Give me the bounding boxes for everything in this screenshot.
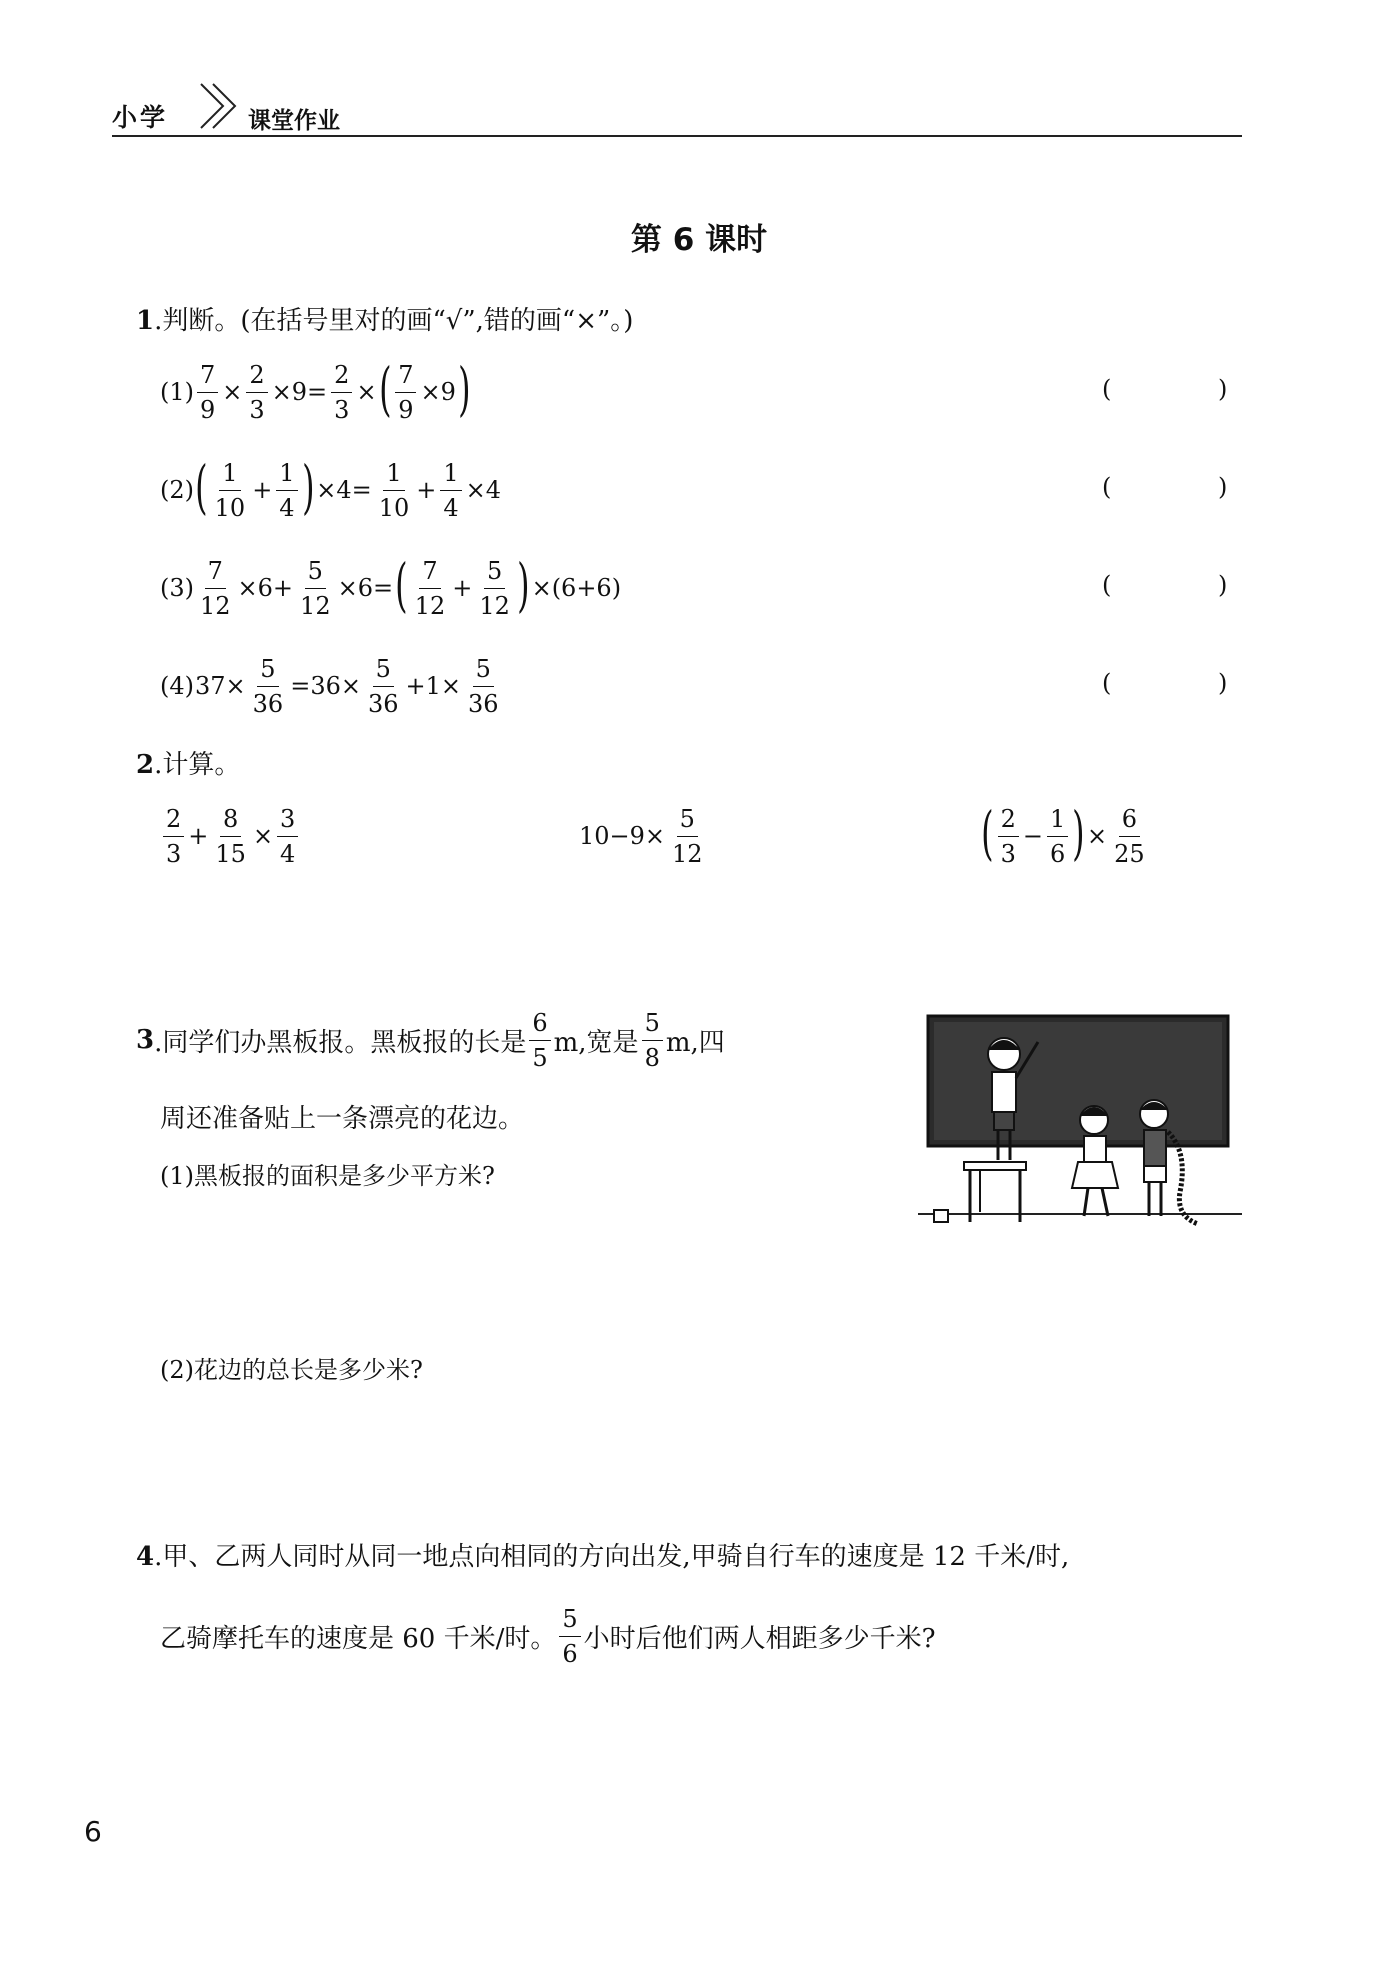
q1-item-3-label: (3): [160, 574, 194, 602]
q1-item-1: (1) $\frac{7}{9}$ × $\frac{2}{3}$ ×9= $\frac{2}{3}$ × ( $\frac{7}{9}$ ×9 ): [160, 355, 471, 424]
fraction: $\frac{5}{12}$: [479, 556, 510, 620]
answer-bracket-close: ): [1218, 669, 1228, 697]
fraction: $\frac{1}{10}$: [378, 458, 410, 522]
fraction: $\frac{7}{9}$: [197, 363, 218, 422]
fraction: $\frac{1}{10}$: [214, 458, 246, 522]
q2-stem: [136, 744, 240, 781]
q1-item-4-label: (4): [160, 672, 194, 700]
length-fraction: $\frac{6}{5}$: [529, 1011, 550, 1070]
fraction: $\frac{1}{4}$: [276, 461, 297, 520]
fraction: $\frac{7}{12}$: [414, 556, 446, 620]
page-title: 第 6 课时: [630, 222, 768, 258]
q4-text-1: .甲、乙两人同时从同一地点向相同的方向出发,甲骑自行车的速度是 12 千米/时,: [154, 1542, 1070, 1572]
answer-bracket-open: (: [1102, 473, 1112, 501]
fraction: $\frac{2}{3}$: [246, 363, 267, 422]
fraction: $\frac{3}{4}$: [277, 807, 298, 866]
answer-bracket-close: ): [1218, 473, 1228, 501]
q4-text-2b: 小时后他们两人相距多少千米?: [583, 1623, 936, 1654]
header-rule: [112, 135, 1242, 137]
fraction: $\frac{2}{3}$: [331, 363, 352, 422]
q3-text-a: .同学们办黑板报。黑板报的长是: [154, 1027, 527, 1058]
q4-line-2: [160, 1596, 936, 1676]
q2-expression-1: $\frac{2}{3}$ + $\frac{8}{15}$ × $\frac{3}{4}$: [160, 796, 301, 876]
fraction: $\frac{1}{6}$: [1047, 807, 1068, 866]
q1-stem-text: .判断。(在括号里对的画“√”,错的画“×”。): [154, 306, 634, 336]
header-book-title: 课堂作业: [248, 108, 340, 134]
q3-sub-2: (2)花边的总长是多少米?: [160, 1356, 423, 1384]
fraction: $\frac{5}{36}$: [468, 654, 499, 718]
children-blackboard-illustration: [918, 1002, 1242, 1234]
header-series-label: 小学: [112, 103, 169, 132]
double-chevron-icon: [193, 80, 243, 130]
q3-text-c: m,四: [665, 1027, 725, 1058]
width-fraction: $\frac{5}{8}$: [642, 1011, 663, 1070]
time-fraction: $\frac{5}{6}$: [559, 1607, 580, 1666]
q3-line-1: [136, 1000, 725, 1080]
q3-text-b: m,宽是: [553, 1027, 639, 1058]
q1-number: 1: [136, 306, 155, 336]
q1-item-3: (3) $\frac{7}{12}$ ×6+ $\frac{5}{12}$ ×6= ( $\frac{7}{12}$ + $\frac{5}{12}$ ) ×(6+6): [160, 551, 622, 620]
fraction: $\frac{5}{36}$: [252, 654, 284, 718]
page-number: 6: [84, 1815, 102, 1848]
answer-bracket-close: ): [1218, 375, 1228, 403]
answer-bracket-open: (: [1102, 669, 1112, 697]
q4-number: 4: [136, 1542, 155, 1572]
fraction: $\frac{5}{12}$: [672, 804, 703, 868]
q1-item-2: (2) ( $\frac{1}{10}$ + $\frac{1}{4}$ ) ×4= $\frac{1}{10}$ + $\frac{1}{4}$ ×4: [160, 453, 502, 522]
fraction: $\frac{5}{36}$: [367, 654, 399, 718]
fraction: $\frac{5}{12}$: [300, 556, 331, 620]
q2-expression-2: 10−9× $\frac{5}{12}$: [578, 796, 709, 876]
q1-item-4: (4) 37× $\frac{5}{36}$ =36× $\frac{5}{36}$ +1× $\frac{5}{36}$: [160, 646, 505, 726]
q1-item-1-label: (1): [160, 378, 194, 406]
fraction: $\frac{2}{3}$: [998, 807, 1019, 866]
q1-item-2-label: (2): [160, 476, 194, 504]
q2-number: 2: [136, 750, 155, 780]
q3-sub-1: (1)黑板报的面积是多少平方米?: [160, 1162, 495, 1190]
answer-bracket-close: ): [1218, 571, 1228, 599]
q2-stem-text: .计算。: [154, 750, 241, 780]
fraction: $\frac{1}{4}$: [440, 461, 461, 520]
q3-line-2: 周还准备贴上一条漂亮的花边。: [160, 1104, 525, 1134]
q4-line-1: [136, 1536, 1069, 1573]
answer-bracket-open: (: [1102, 375, 1112, 403]
fraction: $\frac{6}{25}$: [1114, 804, 1145, 868]
fraction: $\frac{7}{9}$: [395, 363, 416, 422]
fraction: $\frac{2}{3}$: [163, 807, 184, 866]
answer-bracket-open: (: [1102, 571, 1112, 599]
q2-expression-3: ( $\frac{2}{3}$ − $\frac{1}{6}$ ) × $\frac{6}{25}$: [980, 796, 1151, 876]
q4-text-2a: 乙骑摩托车的速度是 60 千米/时。: [160, 1623, 557, 1654]
fraction: $\frac{8}{15}$: [215, 804, 246, 868]
q1-stem: [136, 300, 633, 337]
fraction: $\frac{7}{12}$: [200, 556, 231, 620]
q3-number: 3: [136, 1025, 155, 1055]
